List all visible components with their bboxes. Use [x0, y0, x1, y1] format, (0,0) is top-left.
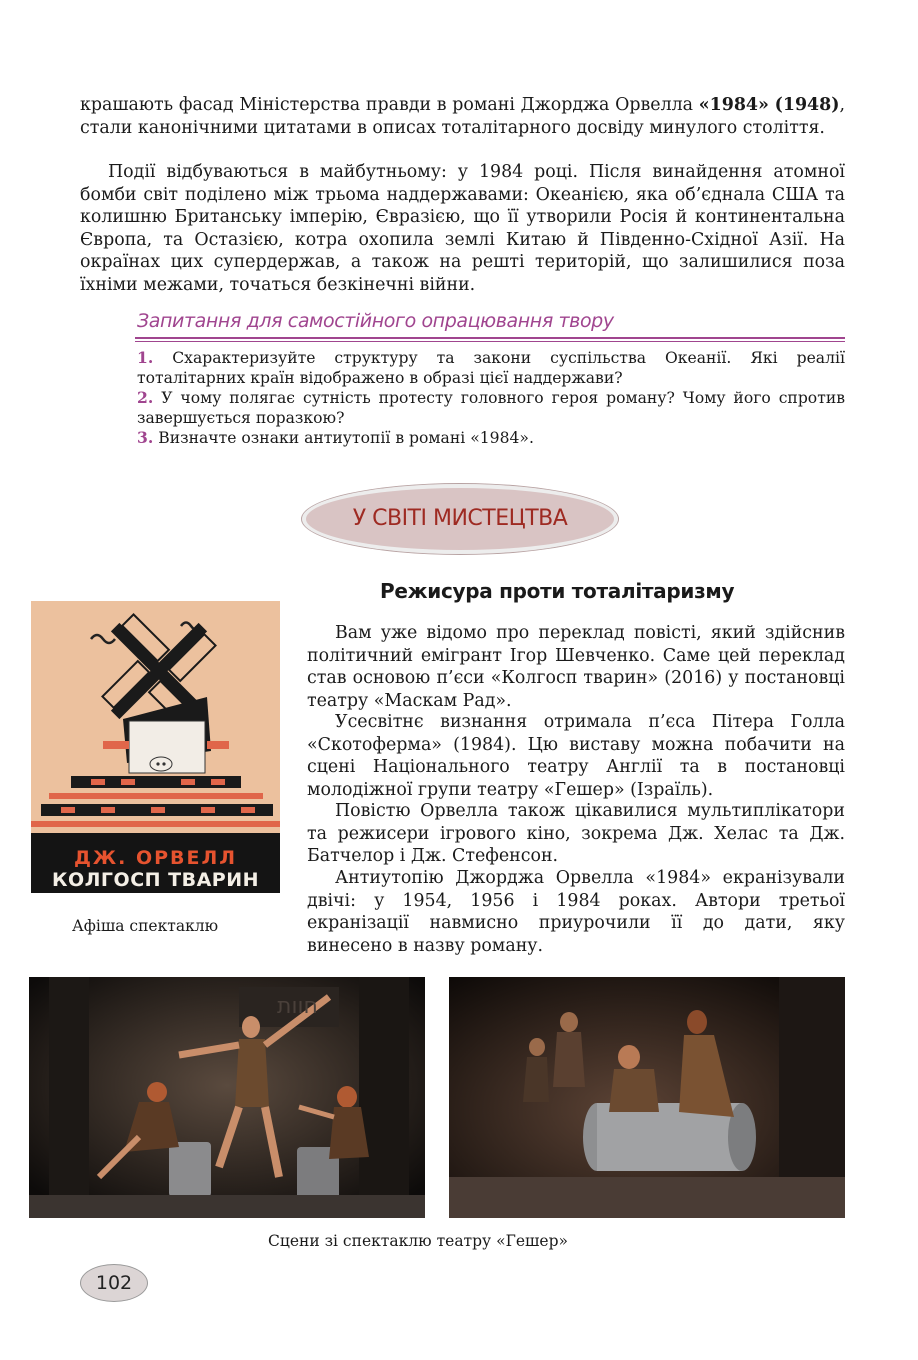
article-title: Режисура проти тоталітаризму [380, 579, 735, 603]
question-text: Схарактеризуйте структуру та закони суспільства Океанії. Які реалії тоталітарних країн відображено в образі цієї наддержави? [137, 349, 845, 387]
intro-bold-1984: «1984» [698, 95, 769, 115]
stage-scene-illustration-2 [449, 977, 845, 1218]
poster-image [31, 601, 280, 893]
question-number: 2. [137, 388, 154, 407]
page-number: 102 [80, 1264, 148, 1302]
question-2 [137, 388, 845, 428]
intro-paragraph [80, 94, 845, 139]
poster-title: КОЛГОСП ТВАРИН [51, 869, 260, 891]
questions-heading: Запитання для самостійного опрацювання твору [137, 310, 614, 332]
question-1 [137, 348, 845, 388]
intro-text-1: крашають фасад Міністерства правди в романі Джорджа Орвелла [80, 95, 699, 115]
article-paragraph-4: Антиутопію Джорджа Орвелла «1984» екранізували двічі: у 1954, 1956 і 1984 роках. Автори третьої екранізації навмисно приурочили її до дати, яку винесено в назву роману. [307, 868, 845, 956]
question-text: Визначте ознаки антиутопії в романі «1984». [158, 429, 534, 447]
article-paragraph-3: Повістю Орвелла також цікавилися мультиплікатори та режисери ігрового кіно, зокрема Дж. Хелас та Дж. Батчелор і Дж. Стефенсон. [307, 801, 845, 866]
article-paragraph-2: Усесвітнє визнання отримала п’єса Пітера Голла «Скотоферма» (1984). Цю виставу можна побачити на сцені Національного театру Англії та в постановці молодіжної групи театру «Гешер» (Ізраїль). [307, 712, 845, 800]
stage-photo-2 [449, 977, 845, 1218]
question-number: 1. [137, 348, 154, 367]
photos-caption: Сцени зі спектаклю театру «Гешер» [268, 1232, 569, 1250]
stage-scene-illustration [29, 977, 425, 1218]
questions-rule-thin [135, 341, 845, 342]
questions-rule [135, 337, 845, 339]
poster-caption: Афіша спектаклю [72, 917, 219, 935]
section-banner: У СВІТІ МИСТЕЦТВА [352, 506, 568, 531]
intro-bold-1948: (1948) [774, 95, 840, 115]
question-3 [137, 428, 845, 448]
intro-text-2: , стали канонічними цитатами в описах тоталітарного досвіду минулого століття. [80, 95, 846, 138]
stage-sign-text: חוות [277, 994, 318, 1019]
poster-author: ДЖ. ОРВЕЛЛ [73, 847, 238, 869]
paragraph-events: Події відбуваються в майбутньому: у 1984 році. Після винайдення атомної бомби світ поділено між трьома наддержавами: Океанією, яка об’єднала США та колишню Британську імперію, Євразією, що її утворили Росія й континентальна Європа, та Остазією, котра охопила землі Китаю й Південно-Східної Азії. На окраїнах цих супердержав, а також на решті територій, що залишилися поза їхніми межами, точаться безкінечні війни. [80, 162, 845, 295]
question-text: У чому полягає сутність протесту головного героя роману? Чому його спротив завершується поразкою? [137, 389, 845, 427]
stage-photo-1 [29, 977, 425, 1218]
article-paragraph-1: Вам уже відомо про переклад повісті, який здійснив політичний емігрант Ігор Шевченко. Саме цей переклад став основою п’єси «Колгосп тварин» (2016) у постановці театру «Маскам Рад». [307, 623, 845, 711]
question-number: 3. [137, 428, 154, 447]
